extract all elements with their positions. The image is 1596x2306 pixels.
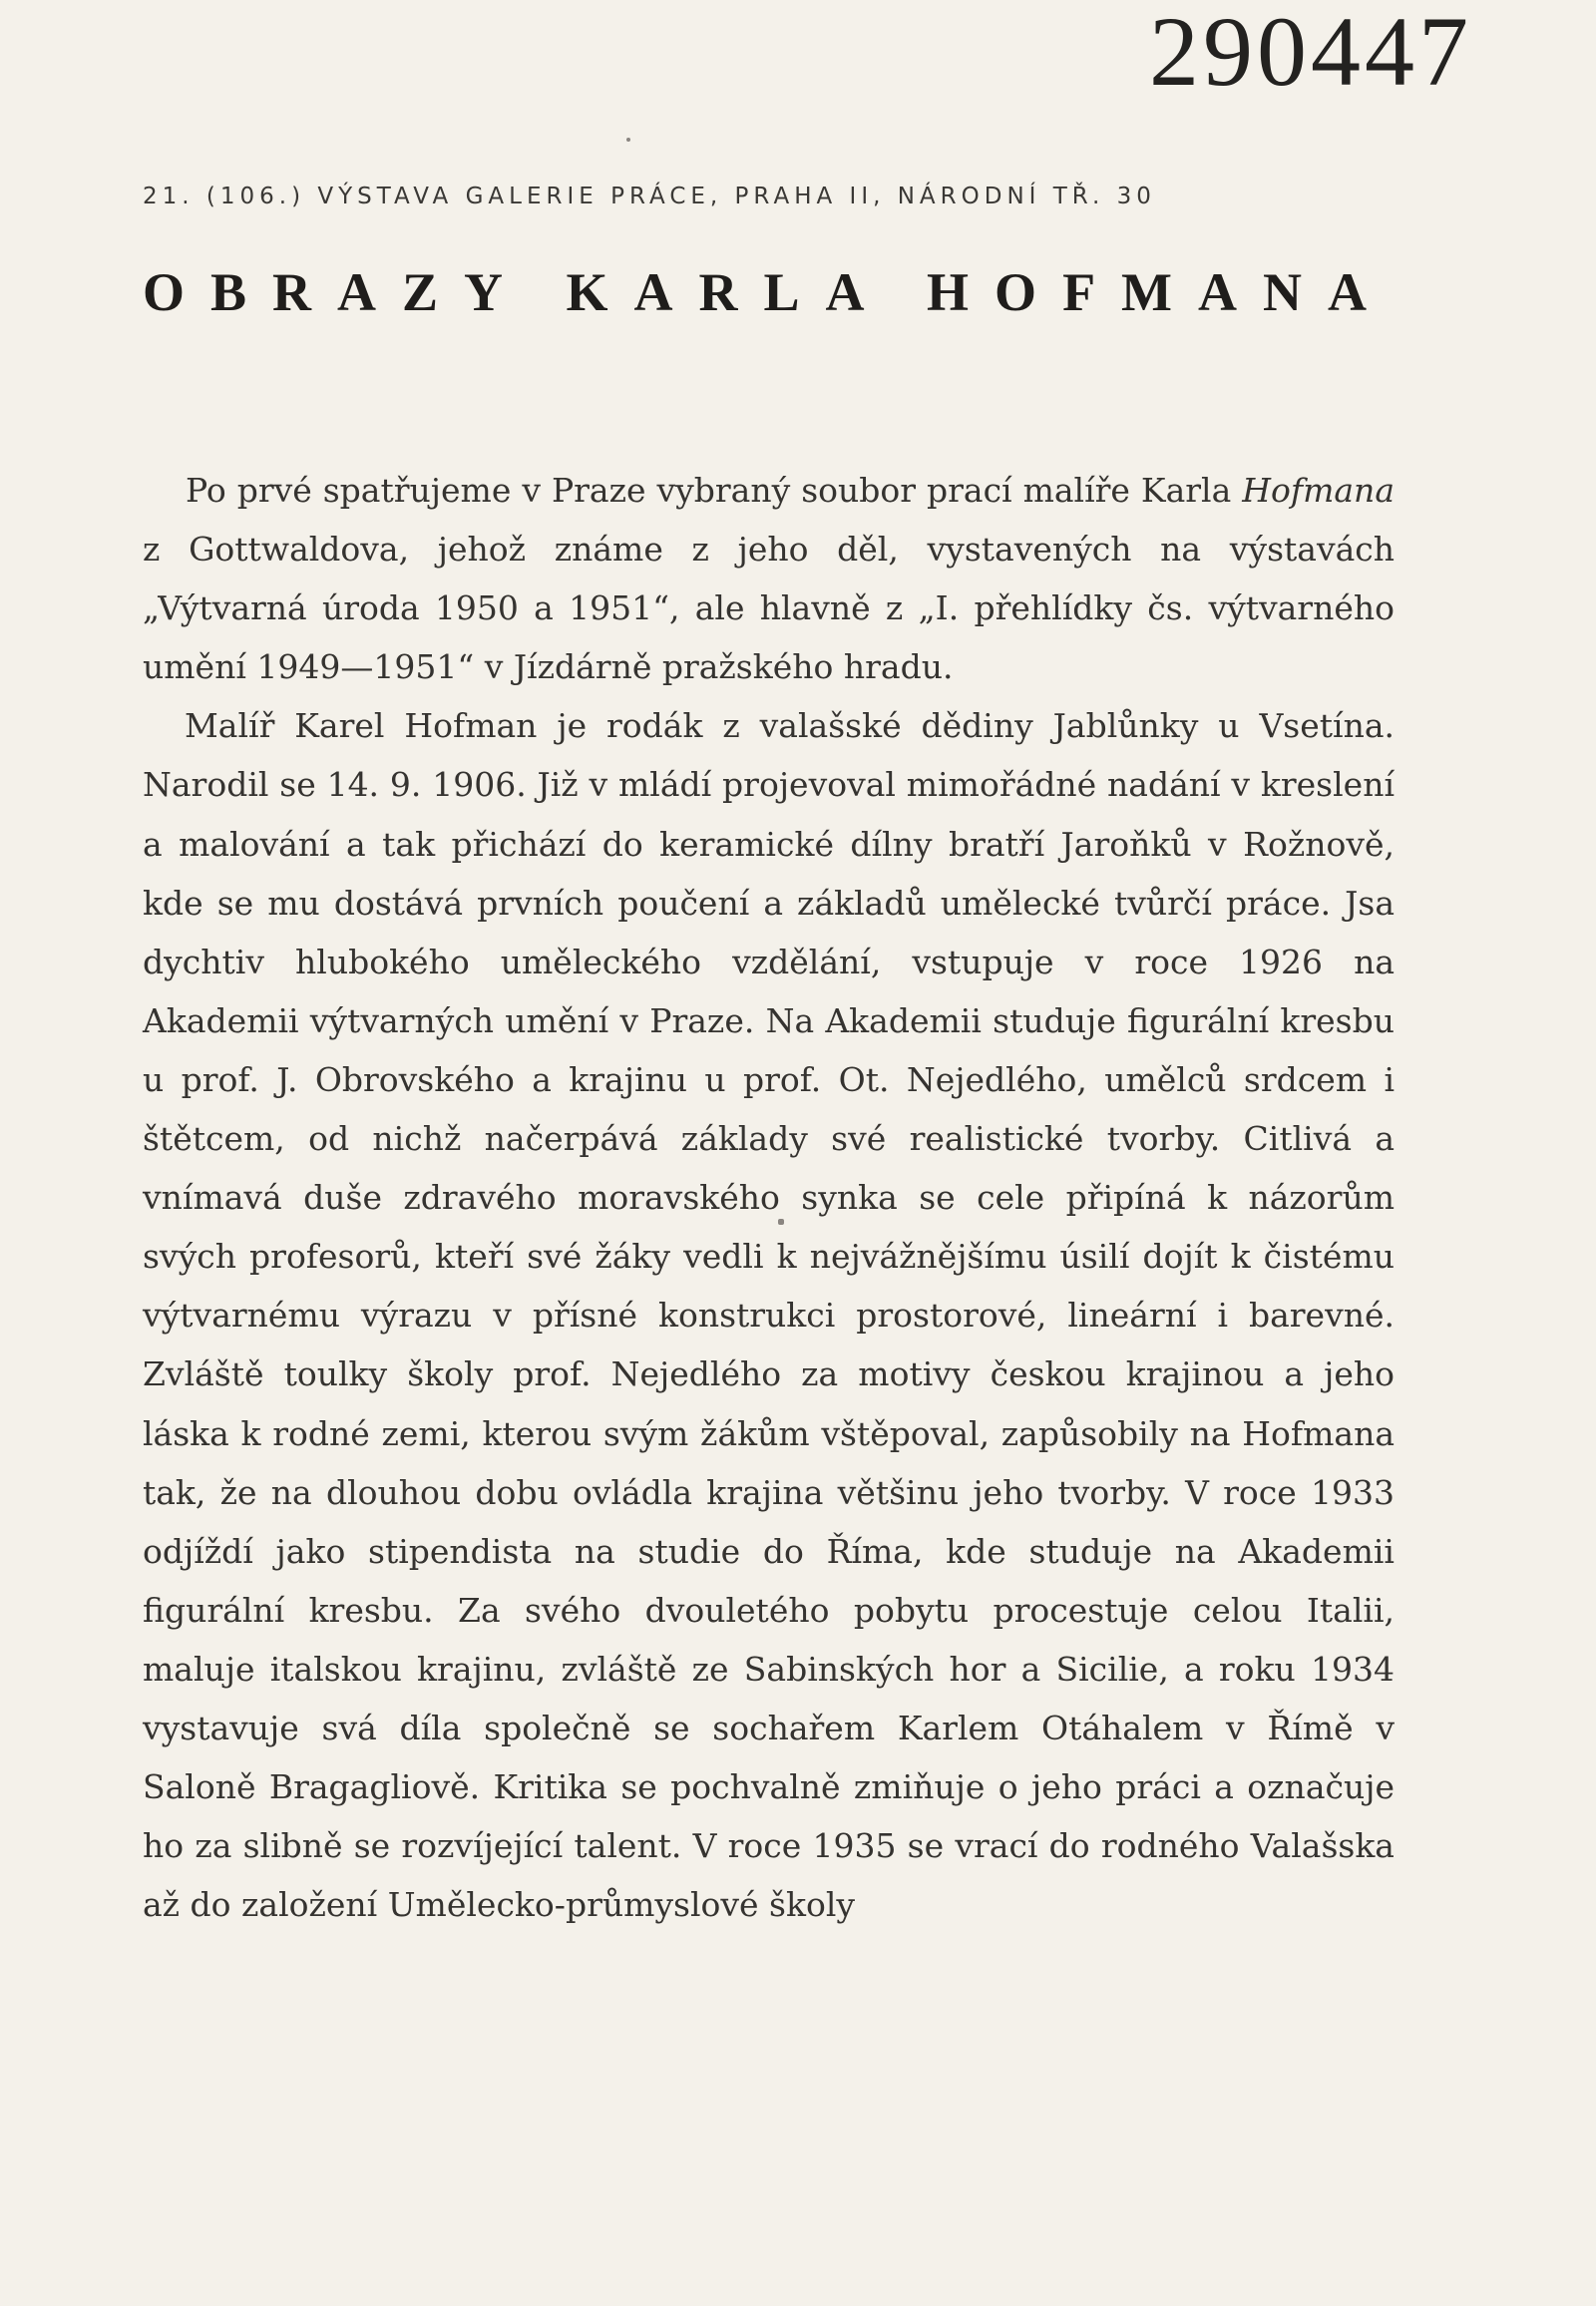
intro-text-start: Po prvé spatřujeme v Praze vybraný soubor prací malíře Karla bbox=[186, 471, 1243, 510]
article-body bbox=[143, 461, 1395, 1934]
catalog-number-stamp: 290447 bbox=[1149, 0, 1472, 107]
page-title: OBRAZY KARLA HOFMANA bbox=[143, 262, 1394, 322]
paper-speck bbox=[778, 1219, 784, 1225]
paragraph-biography: Malíř Karel Hofman je rodák z valašské dědiny Jablůnky u Vsetína. Narodil se 14. 9. 1906. Již v mládí projevoval mimořádné nadání v kreslení a malování a tak přichází do keramické dílny bratří Jaroňků v Rožnově, kde se mu dostává prvních poučení a základů umělecké tvůrčí práce. Jsa dychtiv hlubokého uměleckého vzdělání, vstupuje v roce 1926 na Akademii výtvarných umění v Praze. Na Akademii studuje figurální kresbu u prof. J. Obrovského a krajinu u prof. Ot. Nejedlého, umělců srdcem i štětcem, od nichž načerpává základy své realistické tvorby. Citlivá a vnímavá duše zdravého moravského synka se cele připíná k názorům svých profesorů, kteří své žáky vedli k nejvážnějšímu úsilí dojít k čistému výtvarnému výrazu v přísné konstrukci prostorové, lineární i barevné. Zvláště toulky školy prof. Nejedlého za motivy českou krajinou a jeho láska k rodné zemi, kterou svým žákům vštěpoval, zapůsobily na Hofmana tak, že na dlouhou dobu ovládla krajina většinu jeho tvorby. V roce 1933 odjíždí jako stipendista na studie do Říma, kde studuje na Akademii figurální kresbu. Za svého dvouletého pobytu procestuje celou Italii, maluje italskou krajinu, zvláště ze Sabinských hor a Sicilie, a roku 1934 vystavuje svá díla společně se sochařem Karlem Otáhalem v Římě v Saloně Bragagliově. Kritika se pochvalně zmiňuje o jeho práci a označuje ho za slibně se rozvíjející talent. V roce 1935 se vrací do rodného Valašska až do založení Umělecko-průmyslové školy bbox=[143, 706, 1395, 1925]
italic-name: Hofmana bbox=[1242, 471, 1395, 510]
intro-text-end: z Gottwaldova, jehož známe z jeho děl, vystavených na výstavách „Výtvarná úroda 1950 a 1951“, ale hlavně z „I. přehlídky čs. výtvarného umění 1949—1951“ v Jízdárně pražského hradu. bbox=[143, 530, 1395, 687]
paragraph-intro bbox=[143, 461, 1395, 696]
paper-speck bbox=[626, 138, 630, 142]
exhibition-header: 21. (106.) VÝSTAVA GALERIE PRÁCE, PRAHA II, NÁRODNÍ TŘ. 30 bbox=[143, 184, 1156, 209]
